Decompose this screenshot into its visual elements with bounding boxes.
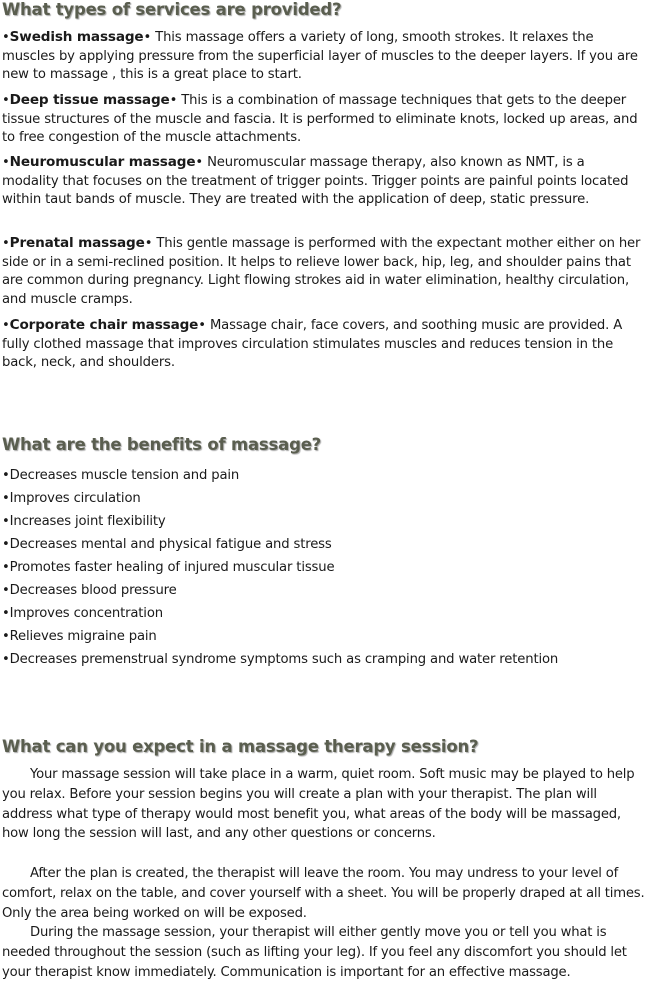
service-swedish: •Swedish massage• This massage offers a variety of long, smooth strokes. It relaxes the muscles by applying pressure from the superficial layer of muscles to the deeper layers. If you are new to massage , this is a great place to start. xyxy=(2,29,638,83)
service-deep-tissue: •Deep tissue massage• This is a combination of massage techniques that gets to the deeper tissue structures of the muscle and fascia. It is performed to eliminate knots, locked up areas, and to free congestion of the muscle attachments. xyxy=(2,92,638,146)
service-description: Neuromuscular massage therapy, also known as NMT, is a modality that focuses on the treatment of trigger points. Trigger points are painful points located within taut bands of muscle. They are treated with the application of deep, static pressure. xyxy=(2,155,629,208)
benefits-heading: What are the benefits of massage? xyxy=(2,435,322,454)
session-paragraph-undress: After the plan is created, the therapist will leave the room. You may undress to your level of comfort, relax on the table, and cover yourself with a sheet. You will be properly draped at all times. Only the area being worked on will be exposed. xyxy=(2,866,645,921)
list-item: •Decreases premenstrual syndrome symptoms such as cramping and water retention xyxy=(2,652,559,667)
service-prenatal: •Prenatal massage• This gentle massage is performed with the expectant mother either on her side or in a semi-reclined position. It helps to relieve lower back, hip, leg, and shoulder pains that are common during pregnancy. Light flowing strokes aid in water elimination, healthy circulation, and muscle cramps. xyxy=(2,235,641,307)
session-paragraph-plan: Your massage session will take place in a warm, quiet room. Soft music may be played to help you relax. Before your session begins you will create a plan with your therapist. The plan will address what type of therapy would most benefit you, what areas of the body will be massaged, how long the session will last, and any other questions or concerns. xyxy=(2,767,635,842)
benefits-list xyxy=(2,464,558,671)
service-title: Neuromuscular massage xyxy=(9,154,196,170)
service-neuromuscular: •Neuromuscular massage• Neuromuscular massage therapy, also known as NMT, is a modality that focuses on the treatment of trigger points. Trigger points are painful points located within taut bands of muscle. They are treated with the application of deep, static pressure. xyxy=(2,154,629,208)
list-item: •Improves circulation xyxy=(2,491,141,506)
service-corporate-chair: •Corporate chair massage• Massage chair, face covers, and soothing music are provided. A fully clothed massage that improves circulation stimulates muscles and reduces tension in the back, neck, and shoulders. xyxy=(2,317,623,371)
session-paragraph-during: During the massage session, your therapist will either gently move you or tell you what is needed throughout the session (such as lifting your leg). If you feel any discomfort you should let your therapist know immediately. Communication is important for an effective massage. xyxy=(2,925,627,980)
list-item: •Promotes faster healing of injured muscular tissue xyxy=(2,560,335,575)
session-heading: What can you expect in a massage therapy session? xyxy=(2,737,479,756)
service-description: Massage chair, face covers, and soothing music are provided. A fully clothed massage that improves circulation stimulates muscles and reduces tension in the back, neck, and shoulders. xyxy=(2,318,623,371)
list-item: •Improves concentration xyxy=(2,606,163,621)
list-item: •Increases joint flexibility xyxy=(2,514,166,529)
service-title: Corporate chair massage xyxy=(9,317,199,333)
services-heading: What types of services are provided? xyxy=(2,0,342,19)
list-item: •Relieves migraine pain xyxy=(2,629,157,644)
service-title: Prenatal massage xyxy=(9,235,145,251)
service-description: This massage offers a variety of long, smooth strokes. It relaxes the muscles by applying pressure from the superficial layer of muscles to the deeper layers. If you are new to massage , this is a great place to start. xyxy=(2,30,638,83)
list-item: •Decreases mental and physical fatigue and stress xyxy=(2,537,332,552)
list-item: •Decreases muscle tension and pain xyxy=(2,468,240,483)
list-item: •Decreases blood pressure xyxy=(2,583,177,598)
service-description: This is a combination of massage techniques that gets to the deeper tissue structures of the muscle and fascia. It is performed to eliminate knots, locked up areas, and to free congestion of the muscle attachments. xyxy=(2,93,638,146)
service-title: Swedish massage xyxy=(9,29,144,45)
service-description: This gentle massage is performed with the expectant mother either on her side or in a semi-reclined position. It helps to relieve lower back, hip, leg, and shoulder pains that are common during pregnancy. Light flowing strokes aid in water elimination, healthy circulation, and muscle cramps. xyxy=(2,236,641,307)
service-title: Deep tissue massage xyxy=(9,92,170,108)
